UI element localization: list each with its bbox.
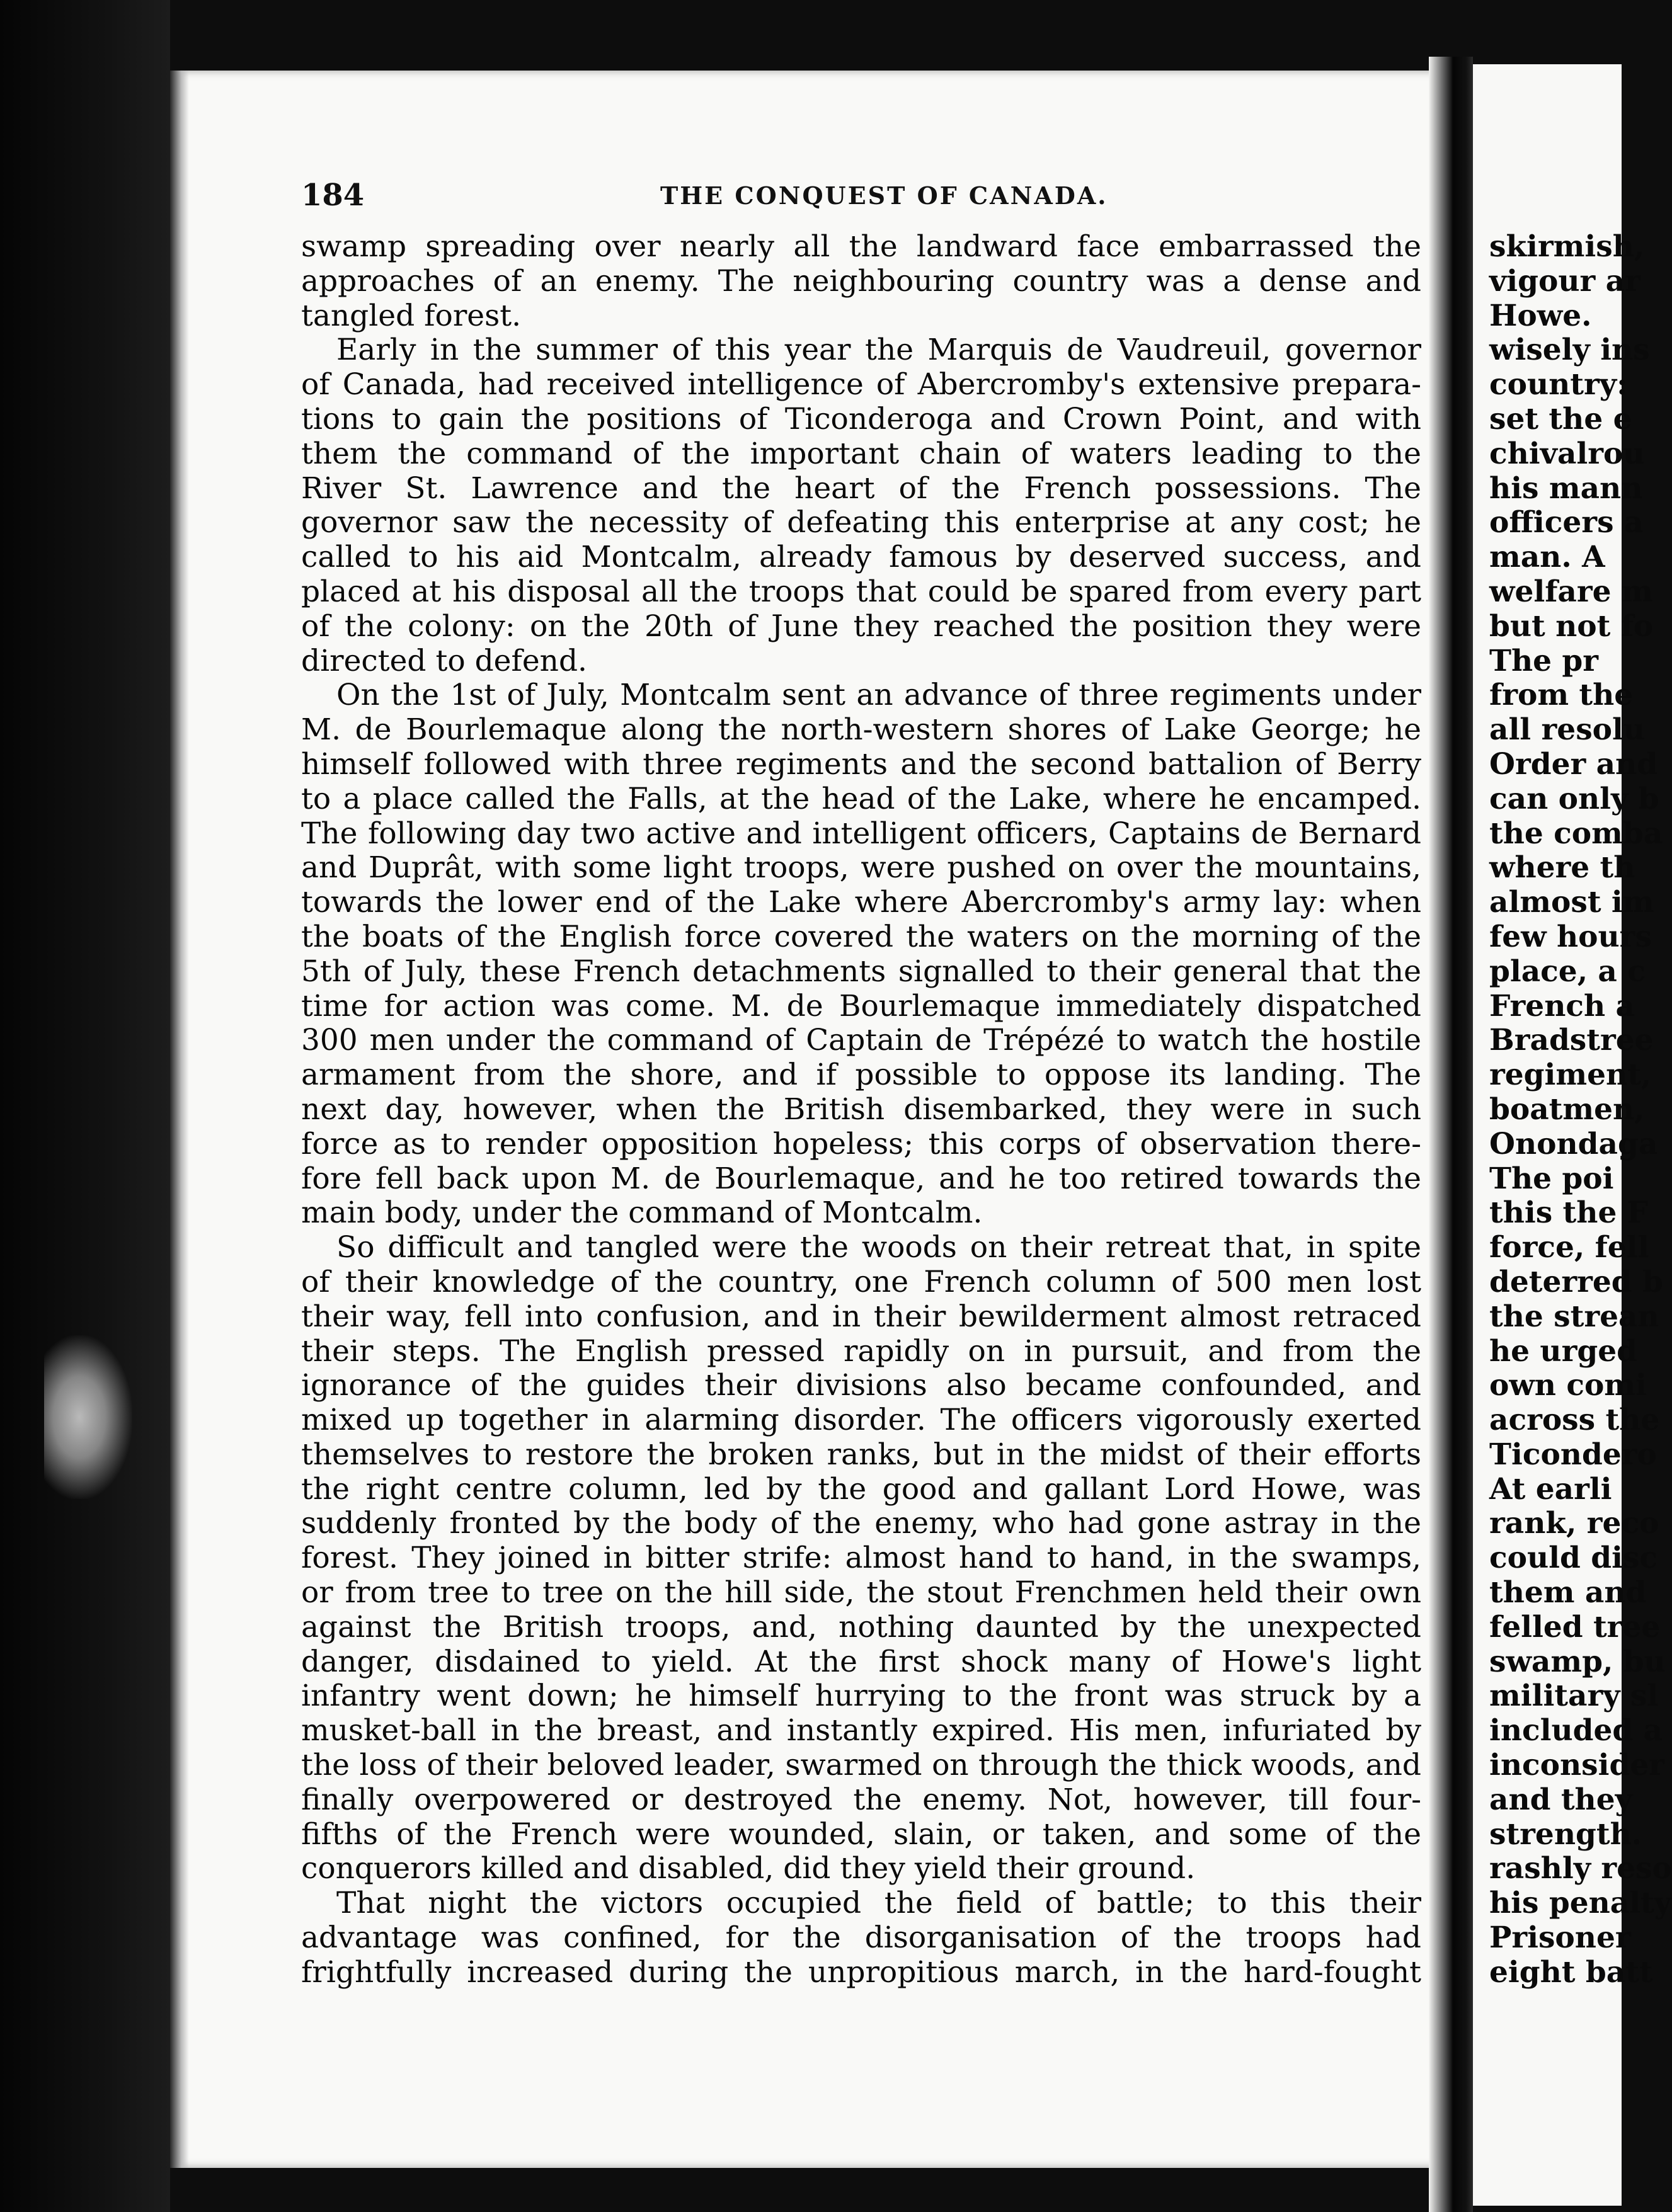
facing-text-line: almost im <box>1489 885 1654 920</box>
text-line: That night the victors occupied the field of battle; to this their <box>336 1886 1421 1921</box>
text-line: governor saw the necessity of defeating this enterprise at any cost; he <box>301 505 1421 540</box>
scan-left-margin <box>0 0 170 2212</box>
facing-text-line: where th <box>1489 850 1635 886</box>
facing-text-line: Order and <box>1489 746 1658 782</box>
text-line: placed at his disposal all the troops that could be spared from every part <box>301 574 1421 609</box>
facing-text-line: his mann <box>1489 470 1643 506</box>
text-line: danger, disdained to yield. At the first shock many of Howe's light <box>301 1644 1421 1679</box>
text-line: finally overpowered or destroyed the enemy. Not, however, till four- <box>301 1782 1421 1817</box>
facing-text-line: them and <box>1489 1575 1647 1611</box>
text-line: forest. They joined in bitter strife: almost hand to hand, in the swamps, <box>301 1541 1421 1576</box>
text-line: infantry went down; he himself hurrying to the front was struck by a <box>301 1679 1421 1714</box>
paragraph <box>301 1886 1421 1990</box>
paragraph <box>301 678 1421 1231</box>
facing-text-line: could disc <box>1489 1541 1658 1576</box>
facing-text-line: chivalrou <box>1489 436 1645 471</box>
facing-text-line: man. A <box>1489 540 1605 575</box>
text-line: tions to gain the positions of Ticonderoga and Crown Point, and with <box>301 401 1421 436</box>
text-line: fore fell back upon M. de Bourlemaque, and he too retired towards the <box>301 1161 1421 1196</box>
text-line: themselves to restore the broken ranks, but in the midst of their efforts <box>301 1437 1421 1472</box>
text-line: called to his aid Montcalm, already famous by deserved success, and <box>301 540 1421 575</box>
text-line: against the British troops, and, nothing daunted by the unexpected <box>301 1609 1421 1645</box>
text-line: main body, under the command of Montcalm. <box>301 1195 983 1231</box>
facing-text-line: The pr <box>1489 643 1599 678</box>
text-line: to a place called the Falls, at the head of the Lake, where he encamped. <box>301 781 1421 816</box>
text-line: them the command of the important chain of waters leading to the <box>301 436 1421 471</box>
facing-text-line: Onondaga <box>1489 1126 1658 1161</box>
facing-text-line: vigour ar <box>1489 263 1641 299</box>
text-line: musket-ball in the breast, and instantly expired. His men, infuriated by <box>301 1713 1421 1748</box>
paragraph <box>301 230 1421 333</box>
text-line: himself followed with three regiments and the second battalion of Berry <box>301 746 1421 782</box>
facing-text-line: rank, reco <box>1489 1506 1659 1541</box>
paragraph <box>301 333 1421 678</box>
text-line: frightfully increased during the unpropitious march, in the hard-fought <box>301 1954 1421 1990</box>
facing-text-line: but not fo <box>1489 608 1654 644</box>
facing-text-line: French a <box>1489 988 1635 1023</box>
facing-text-line: felled tree <box>1489 1609 1661 1645</box>
text-line: the boats of the English force covered the waters on the morning of the <box>301 919 1421 954</box>
text-line: M. de Bourlemaque along the north-western shores of Lake George; he <box>301 712 1421 748</box>
facing-text-line: the strean <box>1489 1299 1659 1334</box>
facing-text-line: this the F <box>1489 1195 1649 1231</box>
text-line: the loss of their beloved leader, swarmed on through the thick woods, and <box>301 1748 1421 1783</box>
facing-text-line: included a <box>1489 1713 1663 1748</box>
facing-text-line: Bradstree <box>1489 1023 1654 1058</box>
text-line: and Duprât, with some light troops, were pushed on over the mountains, <box>301 850 1421 886</box>
text-line: The following day two active and intelligent officers, Captains de Bernard <box>301 816 1421 851</box>
facing-text-line: officers a <box>1489 505 1644 540</box>
text-line: River St. Lawrence and the heart of the French possessions. The <box>301 470 1421 506</box>
facing-text-line: all resolu <box>1489 712 1646 748</box>
facing-text-line: welfare m <box>1489 574 1653 609</box>
text-line: suddenly fronted by the body of the enemy, who had gone astray in the <box>301 1506 1421 1541</box>
paragraph <box>301 1231 1421 1886</box>
facing-text-line: regiment, <box>1489 1058 1652 1093</box>
facing-text-line: Prisoner <box>1489 1920 1631 1956</box>
running-head <box>301 178 1421 222</box>
facing-text-line: and they <box>1489 1782 1632 1817</box>
text-line: tangled forest. <box>301 298 522 333</box>
text-line: On the 1st of July, Montcalm sent an advance of three regiments under <box>336 678 1421 713</box>
facing-text-line: across the <box>1489 1403 1660 1438</box>
facing-text-line: own comi <box>1489 1368 1647 1403</box>
text-line: advantage was confined, for the disorganisation of the troops had <box>301 1920 1421 1956</box>
text-line: approaches of an enemy. The neighbouring country was a dense and <box>301 263 1421 299</box>
text-line: fifths of the French were wounded, slain, or taken, and some of the <box>301 1816 1421 1852</box>
facing-text-line: swamp, bu <box>1489 1644 1666 1679</box>
book-gutter <box>1429 57 1473 2212</box>
running-title: THE CONQUEST OF CANADA. <box>660 181 1108 210</box>
text-line: towards the lower end of the Lake where Abercromby's army lay: when <box>301 885 1421 920</box>
facing-text-line: skirmish, <box>1489 229 1645 264</box>
facing-text-line: military sl <box>1489 1679 1659 1714</box>
text-line: 5th of July, these French detachments signalled to their general that the <box>301 954 1421 989</box>
text-line: of their knowledge of the country, one French column of 500 men lost <box>301 1264 1421 1299</box>
facing-text-line: force, fell <box>1489 1230 1649 1265</box>
facing-text-line: Ticondero <box>1489 1437 1657 1472</box>
text-line: the right centre column, led by the good and gallant Lord Howe, was <box>301 1471 1421 1507</box>
text-line: So difficult and tangled were the woods on their retreat that, in spite <box>336 1230 1421 1265</box>
text-line: their way, fell into confusion, and in their bewilderment almost retraced <box>301 1299 1421 1334</box>
facing-text-line: Howe. <box>1489 298 1592 333</box>
text-line: 300 men under the command of Captain de Trépézé to watch the hostile <box>301 1023 1421 1058</box>
facing-text-line: The poi <box>1489 1161 1614 1196</box>
text-line: of Canada, had received intelligence of Abercromby's extensive prepara- <box>301 367 1421 402</box>
facing-text-line: eight batt <box>1489 1954 1653 1990</box>
text-line: their steps. The English pressed rapidly on in pursuit, and from the <box>301 1333 1421 1369</box>
body-text <box>301 230 1421 1990</box>
facing-text-line: country: <box>1489 367 1628 402</box>
text-line: mixed up together in alarming disorder. The officers vigorously exerted <box>301 1403 1421 1438</box>
text-line: of the colony: on the 20th of June they reached the position they were <box>301 608 1421 644</box>
text-line: time for action was come. M. de Bourlemaque immediately dispatched <box>301 988 1421 1023</box>
facing-page <box>1473 64 1672 2206</box>
page-number: 184 <box>301 178 365 213</box>
facing-text-line: the comba <box>1489 816 1663 851</box>
text-line: conquerors killed and disabled, did they yield their ground. <box>301 1851 1196 1886</box>
text-line: directed to defend. <box>301 643 587 678</box>
facing-text-line: wisely ins <box>1489 333 1650 368</box>
facing-text-line: place, a c <box>1489 954 1646 989</box>
text-line: or from tree to tree on the hill side, the stout Frenchmen held their own <box>301 1575 1421 1611</box>
facing-text-line: his penalty <box>1489 1886 1672 1921</box>
facing-text-line: rashly reso <box>1489 1851 1672 1886</box>
text-line: next day, however, when the British disembarked, they were in such <box>301 1092 1421 1127</box>
facing-text-line: he urged <box>1489 1333 1637 1369</box>
facing-text-line: At earli <box>1489 1471 1612 1507</box>
text-line: force as to render opposition hopeless; this corps of observation there- <box>301 1126 1421 1161</box>
facing-text-line: boatmen, <box>1489 1092 1645 1127</box>
facing-text-line: deterred b <box>1489 1264 1663 1299</box>
facing-text-line: can only b <box>1489 781 1659 816</box>
facing-text-line: set the e <box>1489 401 1632 436</box>
facing-page-text <box>1489 229 1672 1990</box>
text-line: ignorance of the guides their divisions also became confounded, and <box>301 1368 1421 1403</box>
text-line: swamp spreading over nearly all the landward face embarrassed the <box>301 229 1421 264</box>
facing-text-line: from the <box>1489 678 1634 713</box>
facing-text-line: strength. <box>1489 1816 1642 1852</box>
text-line: armament from the shore, and if possible to oppose its landing. The <box>301 1058 1421 1093</box>
text-line: Early in the summer of this year the Marquis de Vaudreuil, governor <box>336 333 1421 368</box>
facing-text-line: inconsider <box>1489 1748 1665 1783</box>
facing-text-line: few hours <box>1489 919 1652 954</box>
